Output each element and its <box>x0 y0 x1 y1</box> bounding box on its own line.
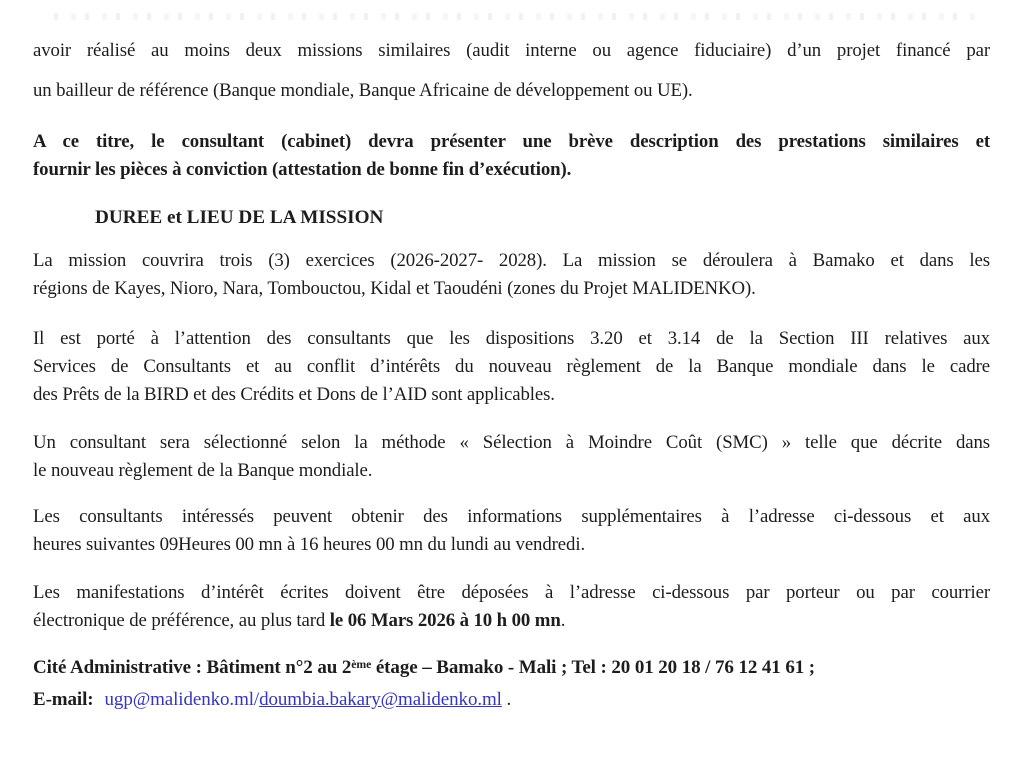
text-line: Un consultant sera sélectionné selon la méthode « Sélection à Moindre Coût (SMC) » telle que décrite dans <box>33 432 990 453</box>
text-line: Les manifestations d’intérêt écrites doivent être déposées à l’adresse ci-dessous par porteur ou par courrier <box>33 582 990 603</box>
scan-cutoff-artifact <box>45 13 984 20</box>
address-part2: étage – Bamako - Mali ; Tel : 20 01 20 18 / 76 12 41 61 ; <box>371 657 816 678</box>
text-line: le nouveau règlement de la Banque mondiale. <box>33 460 373 481</box>
text-line: Services de Consultants et au conflit d’intérêts du nouveau règlement de la Banque mondiale dans le cadre <box>33 356 990 377</box>
paragraph-selection-method <box>33 429 990 485</box>
deadline-suffix: . <box>560 610 566 631</box>
text-line: Il est porté à l’attention des consultants que les dispositions 3.20 et 3.14 de la Section III relatives aux <box>33 328 990 349</box>
email-line-suffix: . <box>501 689 512 710</box>
contact-email-line <box>33 684 990 716</box>
text-line: avoir réalisé au moins deux missions similaires (audit interne ou agence fiduciaire) d’un projet financé par <box>33 40 990 61</box>
paragraph-mission-duration <box>33 247 990 303</box>
email-link-ugp[interactable]: ugp@malidenko.ml/ <box>104 689 260 710</box>
paragraph-experience-requirement <box>33 31 990 111</box>
text-line: Les consultants intéressés peuvent obtenir des informations supplémentaires à l’adresse ci-dessous et aux <box>33 506 990 527</box>
email-link-doumbia[interactable]: doumbia.bakary@malidenko.ml <box>259 689 502 710</box>
text-line: A ce titre, le consultant (cabinet) devra présenter une brève description des prestations similaires et <box>33 131 990 152</box>
deadline-prefix: électronique de préférence, au plus tard <box>33 610 330 631</box>
text-line: heures suivantes 09Heures 00 mn à 16 heures 00 mn du lundi au vendredi. <box>33 534 586 555</box>
text-line: des Prêts de la BIRD et des Crédits et Dons de l’AID sont applicables. <box>33 384 555 405</box>
contact-block <box>33 652 990 716</box>
contact-address-line <box>33 652 990 684</box>
paragraph-conflict-of-interest <box>33 325 990 409</box>
deadline-date: le 06 Mars 2026 à 10 h 00 mn <box>329 610 561 631</box>
paragraph-submission-deadline <box>33 579 990 635</box>
text-line: un bailleur de référence (Banque mondiale, Banque Africaine de développement ou UE). <box>33 80 693 101</box>
paragraph-similar-services-note <box>33 128 990 184</box>
address-ordinal-superscript: ème <box>351 657 372 671</box>
section-heading-duration-location: DUREE et LIEU DE LA MISSION <box>95 207 384 228</box>
text-line: La mission couvrira trois (3) exercices (2026-2027- 2028). La mission se déroulera à Bamako et dans les <box>33 250 990 271</box>
paragraph-information-hours <box>33 503 990 559</box>
text-line: fournir les pièces à conviction (attestation de bonne fin d’exécution). <box>33 159 572 180</box>
text-line: régions de Kayes, Nioro, Nara, Tombouctou, Kidal et Taoudéni (zones du Projet MALIDENKO). <box>33 278 756 299</box>
text-line <box>33 607 990 635</box>
email-label: E-mail: <box>33 689 94 710</box>
address-part1: Cité Administrative : Bâtiment n°2 au 2 <box>33 657 352 678</box>
